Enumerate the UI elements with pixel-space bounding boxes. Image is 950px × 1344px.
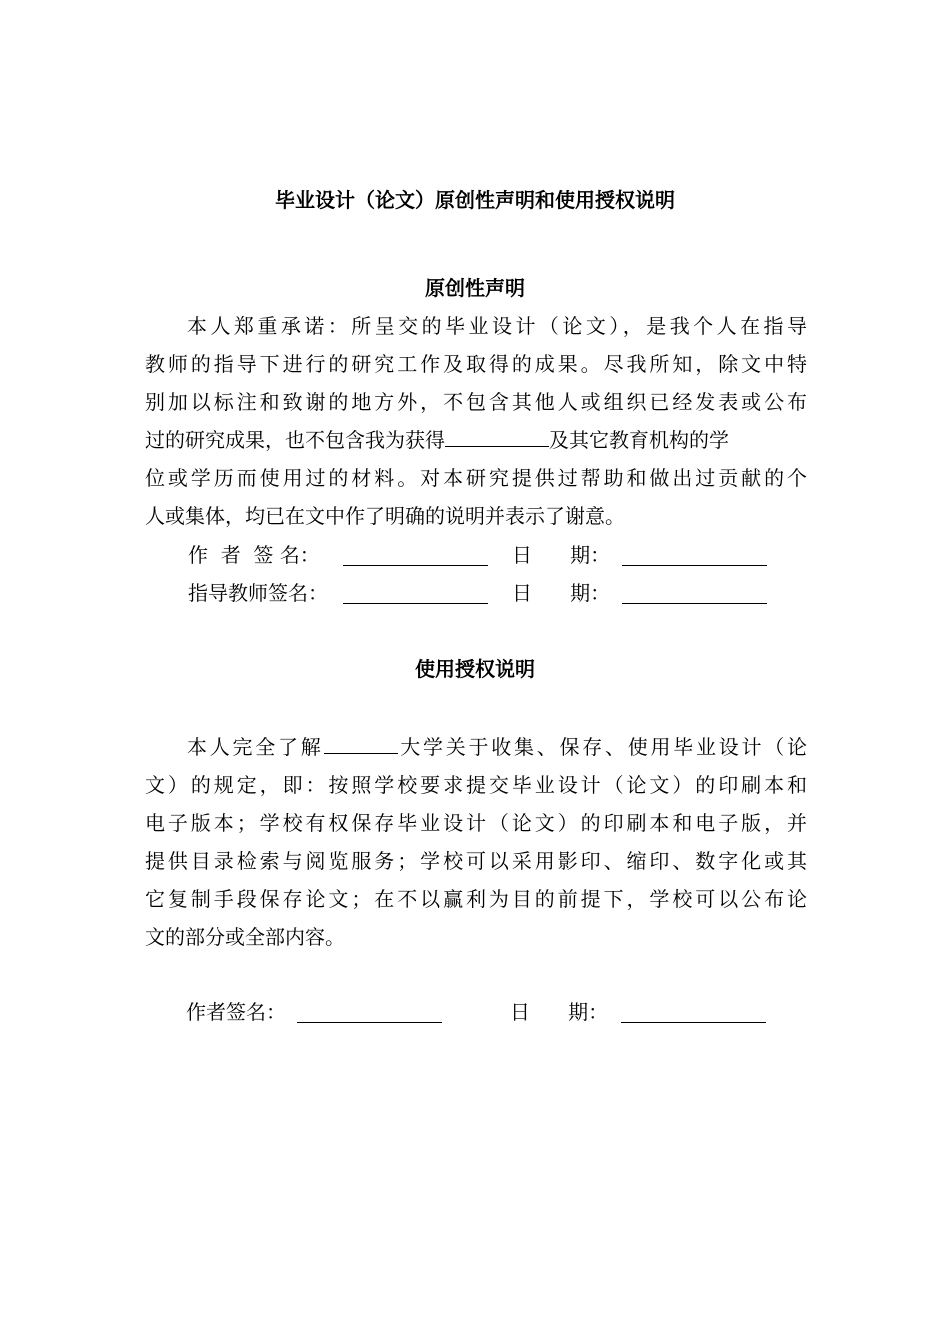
- author-date-label: 日 期：: [512, 543, 611, 567]
- authorization-line-5: 它复制手段保存论文；在不以赢利为目的前提下，学校可以公布论: [145, 887, 807, 911]
- advisor-signature-line[interactable]: [343, 603, 488, 604]
- authorization-statement: [145, 728, 807, 956]
- author-signature-line[interactable]: [343, 565, 488, 566]
- authorization-line-4: 提供目录检索与阅览服务；学校可以采用影印、缩印、数字化或其: [145, 849, 807, 873]
- originality-line-4a: 过的研究成果，也不包含我为获得: [145, 428, 445, 452]
- auth-author-signature-line[interactable]: [297, 1022, 442, 1023]
- authorization-heading: 使用授权说明: [415, 657, 535, 681]
- auth-date-line[interactable]: [621, 1022, 766, 1023]
- authorization-line-3: 电子版本；学校有权保存毕业设计（论文）的印刷本和电子版，并: [145, 811, 807, 835]
- originality-line-4b: 及其它教育机构的学: [549, 428, 729, 452]
- originality-line-1: 本人郑重承诺：所呈交的毕业设计（论文），是我个人在指导: [187, 314, 807, 338]
- authorization-line-2: 文）的规定，即：按照学校要求提交毕业设计（论文）的印刷本和: [145, 773, 807, 797]
- auth-date-label: 日 期：: [510, 1000, 609, 1024]
- institution-blank[interactable]: [445, 424, 549, 447]
- authorization-line-1b: 大学关于收集、保存、使用毕业设计（论: [397, 735, 807, 759]
- auth-author-signature-label: 作者签名：: [186, 1000, 286, 1024]
- advisor-date-label: 日 期：: [512, 581, 611, 605]
- originality-line-5: 位或学历而使用过的材料。对本研究提供过帮助和做出过贡献的个: [145, 466, 807, 490]
- originality-line-3: 别加以标注和致谢的地方外，不包含其他人或组织已经发表或公布: [145, 390, 807, 414]
- advisor-signature-label: 指导教师签名：: [188, 581, 328, 605]
- originality-line-6: 人或集体，均已在文中作了明确的说明并表示了谢意。: [145, 504, 625, 528]
- university-blank[interactable]: [324, 731, 398, 754]
- originality-statement: [145, 307, 807, 535]
- originality-line-4: [145, 421, 807, 459]
- advisor-date-line[interactable]: [622, 603, 767, 604]
- originality-line-2: 教师的指导下进行的研究工作及取得的成果。尽我所知，除文中特: [145, 352, 807, 376]
- document-title: 毕业设计（论文）原创性声明和使用授权说明: [275, 188, 675, 212]
- author-date-line[interactable]: [622, 565, 767, 566]
- originality-heading: 原创性声明: [425, 276, 525, 300]
- author-signature-label: 作 者 签 名：: [188, 543, 320, 567]
- authorization-line-1: [145, 728, 807, 766]
- authorization-line-6: 文的部分或全部内容。: [145, 925, 345, 949]
- authorization-line-1a: 本人完全了解: [187, 735, 324, 759]
